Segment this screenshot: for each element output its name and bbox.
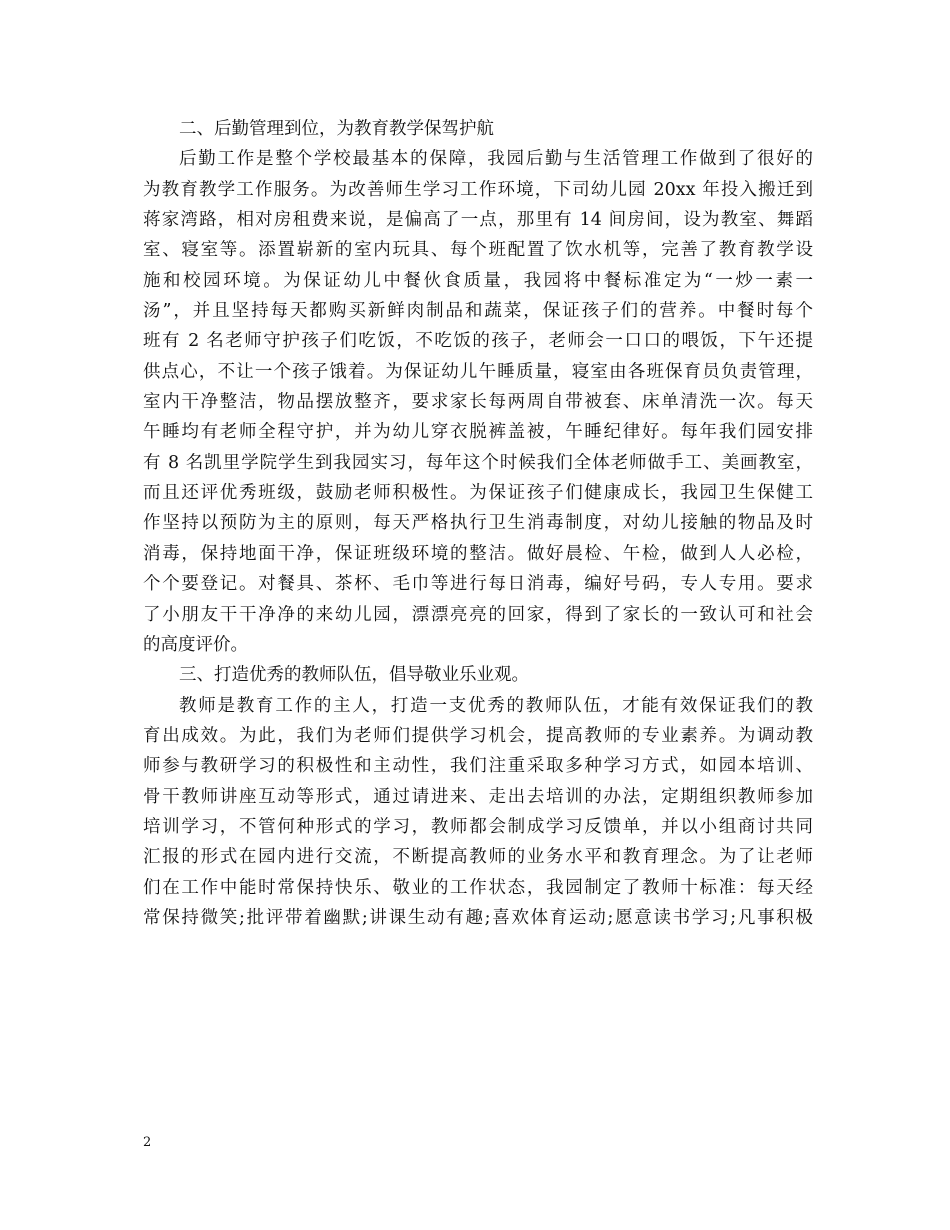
paragraph-line: 而且还评优秀班级，鼓励老师积极性。为保证孩子们健康成长，我园卫生保健工 [143, 483, 813, 504]
paragraph-line: 的高度评价。 [143, 634, 248, 655]
paragraph-line: 为教育教学工作服务。为改善师生学习工作环境，下司幼儿园 20xx 年投入搬迁到 [143, 179, 813, 200]
paragraph-line: 培训学习，不管何种形式的学习，教师都会制成学习反馈单，并以小组商讨共同 [143, 816, 813, 837]
paragraph-line: 常保持微笑;批评带着幽默;讲课生动有趣;喜欢体育运动;愿意读书学习;凡事积极 [143, 907, 813, 928]
paragraph-line: 作坚持以预防为主的原则，每天严格执行卫生消毒制度，对幼儿接触的物品及时 [143, 513, 813, 534]
paragraph-line: 后勤工作是整个学校最基本的保障，我园后勤与生活管理工作做到了很好的 [179, 149, 813, 170]
paragraph-line: 消毒，保持地面干净，保证班级环境的整洁。做好晨检、午检，做到人人必检， [143, 543, 813, 564]
paragraph-line: 供点心，不让一个孩子饿着。为保证幼儿午睡质量，寝室由各班保育员负责管理， [143, 361, 813, 382]
paragraph-line: 骨干教师讲座互动等形式，通过请进来、走出去培训的办法，定期组织教师参加 [143, 786, 813, 807]
section-heading-teachers: 三、打造优秀的教师队伍，倡导敬业乐业观。 [179, 665, 529, 686]
paragraph-line: 师参与教研学习的积极性和主动性，我们注重采取多种学习方式，如园本培训、 [143, 756, 813, 777]
document-body [143, 114, 813, 933]
paragraph-line: 了小朋友干干净净的来幼儿园，漂漂亮亮的回家，得到了家长的一致认可和社会 [143, 604, 813, 625]
paragraph-line: 教师是教育工作的主人，打造一支优秀的教师队伍，才能有效保证我们的教 [179, 695, 813, 716]
paragraph-line: 汇报的形式在园内进行交流，不断提高教师的业务水平和教育理念。为了让老师 [143, 847, 813, 868]
paragraph-line: 室、寝室等。添置崭新的室内玩具、每个班配置了饮水机等，完善了教育教学设 [143, 240, 813, 261]
paragraph-line: 们在工作中能时常保持快乐、敬业的工作状态，我园制定了教师十标准：每天经 [143, 877, 813, 898]
page-number: 2 [143, 1135, 152, 1150]
paragraph-line: 汤”，并且坚持每天都购买新鲜肉制品和蔬菜，保证孩子们的营养。中餐时每个 [143, 301, 813, 322]
paragraph-line: 有 8 名凯里学院学生到我园实习，每年这个时候我们全体老师做手工、美画教室， [143, 452, 813, 473]
paragraph-line: 室内干净整洁，物品摆放整齐，要求家长每两周自带被套、床单清洗一次。每天 [143, 392, 813, 413]
paragraph-line: 班有 2 名老师守护孩子们吃饭，不吃饭的孩子，老师会一口口的喂饭，下午还提 [143, 331, 813, 352]
paragraph-line: 午睡均有老师全程守护，并为幼儿穿衣脱裤盖被，午睡纪律好。每年我们园安排 [143, 422, 813, 443]
paragraph-line: 育出成效。为此，我们为老师们提供学习机会，提高教师的专业素养。为调动教 [143, 725, 813, 746]
section-heading-logistics: 二、后勤管理到位，为教育教学保驾护航 [179, 119, 494, 139]
paragraph-line: 施和校园环境。为保证幼儿中餐伙食质量，我园将中餐标准定为“一炒一素一 [143, 270, 813, 291]
paragraph-line: 蒋家湾路，相对房租费来说，是偏高了一点，那里有 14 间房间，设为教室、舞蹈 [143, 210, 813, 231]
paragraph-line: 个个要登记。对餐具、茶杯、毛巾等进行每日消毒，编好号码，专人专用。要求 [143, 574, 813, 595]
